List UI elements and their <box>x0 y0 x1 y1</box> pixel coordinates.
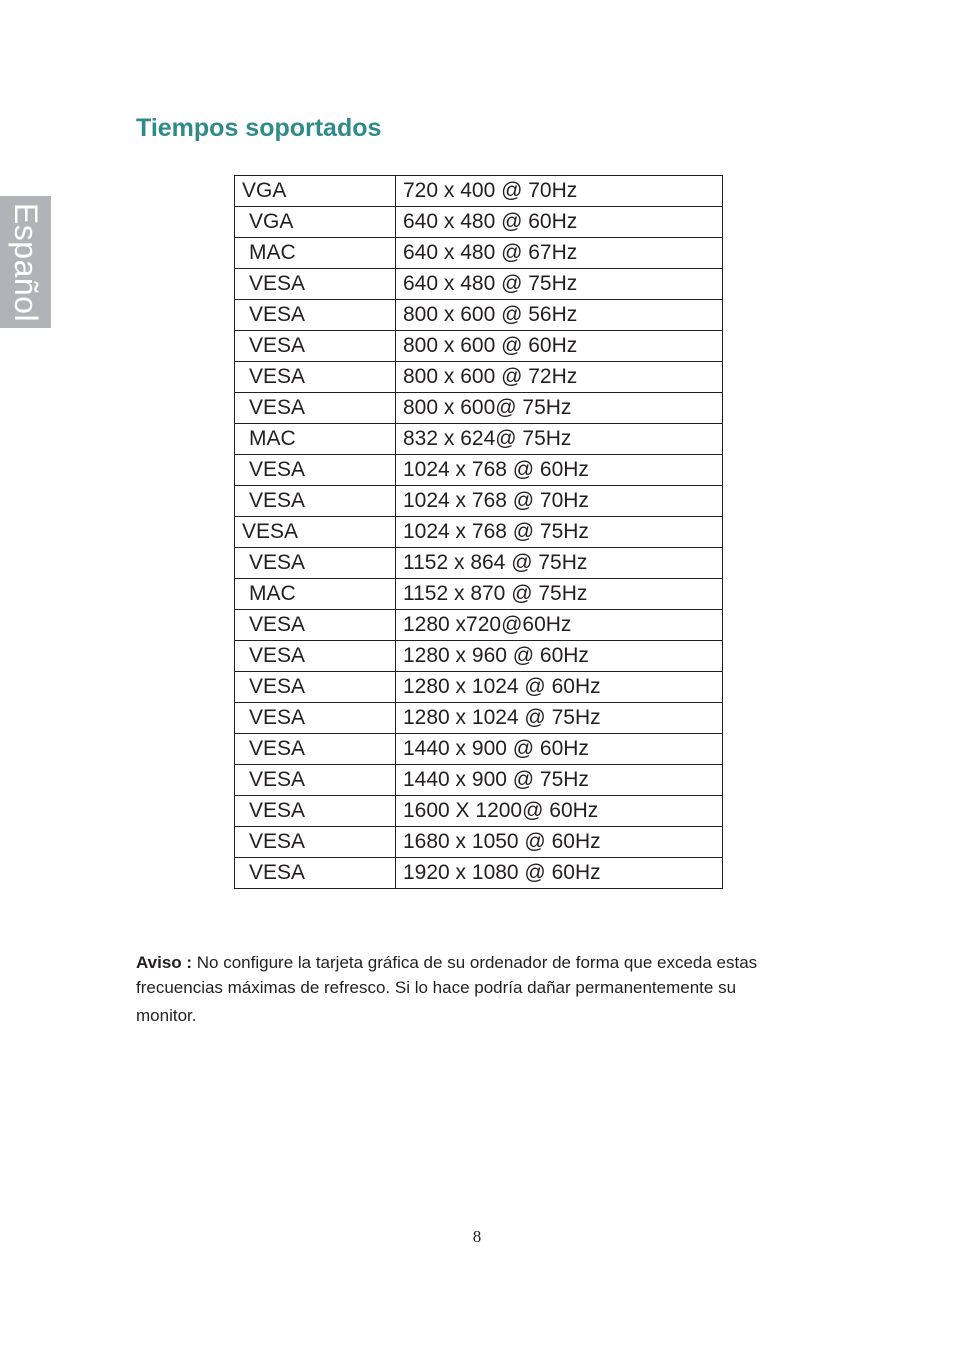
standard-cell: VESA <box>235 362 396 393</box>
standard-cell: VESA <box>235 610 396 641</box>
table-row <box>235 548 723 579</box>
table-row <box>235 610 723 641</box>
notice-text-line-2: frecuencias máximas de refresco. Si lo hace podría dañar permanentemente su <box>136 978 737 997</box>
resolution-cell: 1152 x 864 @ 75Hz <box>396 548 723 579</box>
resolution-cell: 832 x 624@ 75Hz <box>396 424 723 455</box>
resolution-cell: 800 x 600@ 75Hz <box>396 393 723 424</box>
resolution-cell: 1024 x 768 @ 60Hz <box>396 455 723 486</box>
table-row <box>235 765 723 796</box>
notice-text-line-3: monitor. <box>136 1006 197 1025</box>
standard-cell: VESA <box>235 331 396 362</box>
resolution-cell: 1440 x 900 @ 75Hz <box>396 765 723 796</box>
table-row <box>235 796 723 827</box>
standard-cell: VESA <box>235 300 396 331</box>
standard-cell: VESA <box>235 641 396 672</box>
resolution-cell: 1280 x720@60Hz <box>396 610 723 641</box>
table-row <box>235 424 723 455</box>
section-title: Tiempos soportados <box>136 114 382 142</box>
table-row <box>235 207 723 238</box>
standard-cell: VESA <box>235 269 396 300</box>
table-row <box>235 300 723 331</box>
table-row <box>235 362 723 393</box>
supported-timings-table <box>234 175 723 889</box>
standard-cell: VESA <box>235 455 396 486</box>
language-label: Español <box>8 202 45 322</box>
standard-cell: VESA <box>235 765 396 796</box>
standard-cell: VESA <box>235 517 396 548</box>
standard-cell: VESA <box>235 486 396 517</box>
table-row <box>235 579 723 610</box>
standard-cell: VGA <box>235 176 396 207</box>
standard-cell: MAC <box>235 238 396 269</box>
resolution-cell: 1024 x 768 @ 70Hz <box>396 486 723 517</box>
resolution-cell: 1680 x 1050 @ 60Hz <box>396 827 723 858</box>
table-row <box>235 672 723 703</box>
standard-cell: VESA <box>235 548 396 579</box>
resolution-cell: 800 x 600 @ 56Hz <box>396 300 723 331</box>
resolution-cell: 640 x 480 @ 67Hz <box>396 238 723 269</box>
resolution-cell: 1600 X 1200@ 60Hz <box>396 796 723 827</box>
table-row <box>235 238 723 269</box>
table-row <box>235 331 723 362</box>
resolution-cell: 1920 x 1080 @ 60Hz <box>396 858 723 889</box>
table-row <box>235 393 723 424</box>
table-row <box>235 858 723 889</box>
table-row <box>235 703 723 734</box>
resolution-cell: 800 x 600 @ 72Hz <box>396 362 723 393</box>
resolution-cell: 640 x 480 @ 75Hz <box>396 269 723 300</box>
timings-table-body <box>235 176 723 889</box>
table-row <box>235 517 723 548</box>
resolution-cell: 800 x 600 @ 60Hz <box>396 331 723 362</box>
table-row <box>235 827 723 858</box>
resolution-cell: 1280 x 1024 @ 75Hz <box>396 703 723 734</box>
resolution-cell: 1280 x 1024 @ 60Hz <box>396 672 723 703</box>
table-row <box>235 486 723 517</box>
standard-cell: VESA <box>235 734 396 765</box>
warning-notice <box>136 950 836 1028</box>
table-row <box>235 734 723 765</box>
standard-cell: VESA <box>235 672 396 703</box>
resolution-cell: 720 x 400 @ 70Hz <box>396 176 723 207</box>
resolution-cell: 1024 x 768 @ 75Hz <box>396 517 723 548</box>
page-number: 8 <box>472 1227 482 1246</box>
resolution-cell: 1152 x 870 @ 75Hz <box>396 579 723 610</box>
standard-cell: VESA <box>235 393 396 424</box>
resolution-cell: 640 x 480 @ 60Hz <box>396 207 723 238</box>
standard-cell: VESA <box>235 703 396 734</box>
notice-text-line-1: No configure la tarjeta gráfica de su ordenador de forma que exceda estas <box>192 953 758 972</box>
table-row <box>235 641 723 672</box>
resolution-cell: 1440 x 900 @ 60Hz <box>396 734 723 765</box>
resolution-cell: 1280 x 960 @ 60Hz <box>396 641 723 672</box>
standard-cell: VESA <box>235 827 396 858</box>
language-side-tab <box>0 196 51 328</box>
standard-cell: MAC <box>235 579 396 610</box>
standard-cell: VGA <box>235 207 396 238</box>
notice-label: Aviso : <box>136 953 193 972</box>
table-row <box>235 455 723 486</box>
table-row <box>235 269 723 300</box>
standard-cell: VESA <box>235 796 396 827</box>
table-row <box>235 176 723 207</box>
standard-cell: MAC <box>235 424 396 455</box>
standard-cell: VESA <box>235 858 396 889</box>
